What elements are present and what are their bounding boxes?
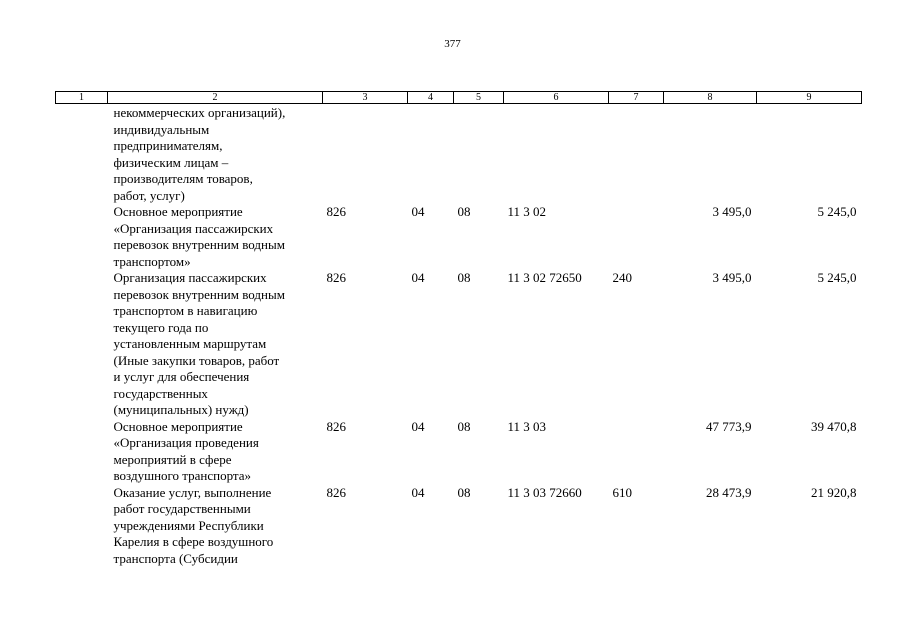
item-name-cell (108, 485, 323, 568)
ministry-code-cell (323, 104, 408, 205)
column-number-2: 2 (108, 92, 323, 104)
item-name-cell (108, 204, 323, 270)
column-number-6: 6 (504, 92, 609, 104)
item-name-cell (108, 419, 323, 485)
target-item-code-cell: 11 3 02 (507, 204, 547, 219)
column-number-3: 3 (323, 92, 408, 104)
item-name-line: текущего года по (113, 319, 209, 335)
amount-year-2-cell: 39 470,8 (811, 418, 857, 434)
section-code-cell: 04 (411, 204, 425, 219)
budget-table (55, 91, 862, 567)
item-name-line: государственных (113, 385, 208, 401)
expense-type-cell: 240 (612, 270, 632, 285)
target-item-code-cell (504, 104, 609, 205)
section-code-cell: 04 (411, 484, 425, 500)
amount-year-1-cell: 3 495,0 (712, 204, 752, 219)
column-number-header-row (56, 92, 862, 104)
page-number: 377 (444, 38, 461, 50)
table-row (56, 419, 862, 485)
row-index-cell (56, 419, 108, 485)
subsection-code-cell: 08 (457, 484, 471, 500)
item-name-line: воздушного транспорта» (113, 468, 252, 483)
item-name-cell (108, 270, 323, 419)
expense-type-cell (609, 204, 664, 270)
expense-type-cell (609, 419, 664, 485)
amount-year-2-cell (757, 104, 862, 205)
item-name-line: предпринимателям, (113, 138, 223, 153)
column-number-5: 5 (454, 92, 504, 104)
subsection-code-cell (454, 104, 504, 205)
item-name-line: индивидуальным (113, 121, 210, 137)
ministry-code-cell: 826 (326, 204, 346, 219)
column-number-1: 1 (56, 92, 108, 104)
item-name-line: работ, услуг) (113, 187, 185, 203)
subsection-code-cell: 08 (457, 418, 471, 434)
column-number-7: 7 (609, 92, 664, 104)
item-name-line: Оказание услуг, выполнение (113, 484, 272, 500)
amount-year-1-cell: 3 495,0 (712, 270, 752, 285)
column-number-4: 4 (408, 92, 454, 104)
section-code-cell: 04 (411, 270, 425, 285)
item-name-line: Основное мероприятие (113, 204, 243, 219)
item-name-line: и услуг для обеспечения (113, 369, 250, 384)
item-name-line: некоммерческих организаций), (113, 105, 286, 120)
target-item-code-cell: 11 3 03 (507, 418, 547, 434)
item-name-line: Основное мероприятие (113, 418, 243, 434)
amount-year-2-cell: 5 245,0 (817, 270, 857, 285)
amount-year-1-cell: 28 473,9 (706, 484, 752, 500)
amount-year-1-cell: 47 773,9 (706, 418, 752, 434)
target-item-code-cell: 11 3 02 72650 (507, 270, 582, 285)
item-name-line: перевозок внутренним водным (113, 286, 285, 302)
row-index-cell (56, 270, 108, 419)
amount-year-2-cell: 5 245,0 (817, 204, 857, 219)
item-name-line: Организация пассажирских (113, 270, 267, 285)
subsection-code-cell: 08 (457, 204, 471, 219)
item-name-line: (муниципальных) нужд) (113, 402, 249, 417)
row-index-cell (56, 104, 108, 205)
item-name-line: мероприятий в сфере (113, 451, 232, 467)
amount-year-1-cell (664, 104, 757, 205)
item-name-line: транспорта (Субсидии (113, 550, 238, 566)
row-index-cell (56, 485, 108, 568)
ministry-code-cell: 826 (326, 484, 346, 500)
item-name-line: физическим лицам – (113, 154, 229, 170)
expense-type-cell: 610 (612, 484, 632, 500)
item-name-line: транспортом в навигацию (113, 303, 258, 318)
item-name-line: транспортом» (113, 253, 191, 269)
section-code-cell: 04 (411, 418, 425, 434)
ministry-code-cell: 826 (326, 270, 346, 285)
ministry-code-cell: 826 (326, 418, 346, 434)
column-number-9: 9 (757, 92, 862, 104)
item-name-line: установленным маршрутам (113, 336, 267, 351)
table-row (56, 104, 862, 205)
row-index-cell (56, 204, 108, 270)
item-name-line: (Иные закупки товаров, работ (113, 352, 280, 368)
item-name-cell (108, 104, 323, 205)
item-name-line: работ государственными (113, 501, 251, 516)
item-name-line: производителям товаров, (113, 171, 253, 186)
item-name-line: Карелия в сфере воздушного (113, 534, 274, 549)
item-name-line: «Организация проведения (113, 435, 259, 450)
table-row (56, 485, 862, 568)
amount-year-2-cell: 21 920,8 (811, 484, 857, 500)
section-code-cell (408, 104, 454, 205)
table-row (56, 270, 862, 419)
item-name-line: перевозок внутренним водным (113, 237, 285, 252)
subsection-code-cell: 08 (457, 270, 471, 285)
target-item-code-cell: 11 3 03 72660 (507, 484, 582, 500)
item-name-line: «Организация пассажирских (113, 220, 274, 236)
column-number-8: 8 (664, 92, 757, 104)
expense-type-cell (609, 104, 664, 205)
item-name-line: учреждениями Республики (113, 517, 264, 533)
table-row (56, 204, 862, 270)
